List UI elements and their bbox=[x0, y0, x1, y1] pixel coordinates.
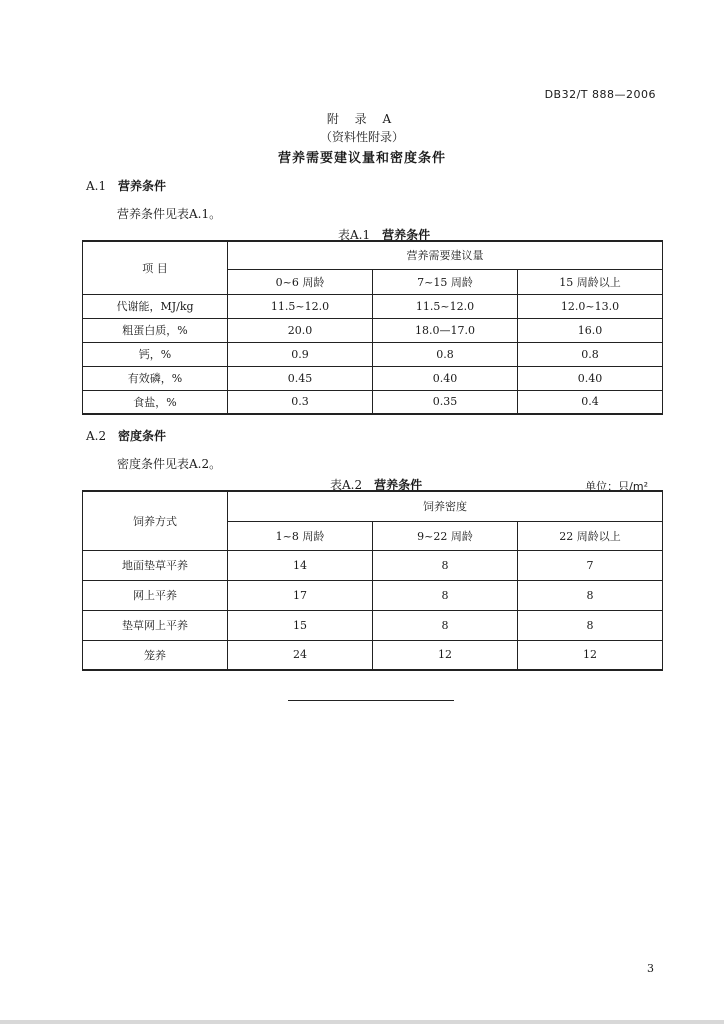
table-cell: 8 bbox=[518, 580, 663, 610]
table-cell: 0.8 bbox=[518, 342, 663, 366]
table-cell: 8 bbox=[518, 610, 663, 640]
table-a1-row-label: 有效磷，% bbox=[83, 366, 228, 390]
table-a2 bbox=[82, 490, 663, 671]
section-a2-intro: 密度条件见表A.2。 bbox=[117, 457, 222, 471]
table-cell: 18.0—17.0 bbox=[373, 318, 518, 342]
table-a1-caption-number: 表A.1 bbox=[338, 228, 371, 242]
table-cell: 0.9 bbox=[228, 342, 373, 366]
appendix-heading: 营养需要建议量和密度条件 bbox=[277, 151, 446, 166]
table-a2-unit: 单位：只/m² bbox=[585, 480, 648, 493]
end-divider bbox=[288, 700, 454, 701]
table-a1-header-group: 营养需要建议量 bbox=[228, 241, 663, 269]
table-a1-header-col: 7~15 周龄 bbox=[373, 269, 518, 294]
table-cell: 0.40 bbox=[373, 366, 518, 390]
table-cell: 0.3 bbox=[228, 390, 373, 414]
table-a1 bbox=[82, 240, 663, 415]
scan-edge-divider bbox=[0, 1020, 724, 1024]
section-a1-intro: 营养条件见表A.1。 bbox=[117, 207, 222, 221]
table-a1-header-item: 项 目 bbox=[83, 241, 228, 294]
table-cell: 16.0 bbox=[518, 318, 663, 342]
appendix-subtitle: （资料性附录） bbox=[319, 130, 404, 144]
table-row bbox=[83, 366, 663, 390]
table-row bbox=[83, 550, 663, 580]
table-a2-header-col: 1~8 周龄 bbox=[228, 521, 373, 550]
table-cell: 0.8 bbox=[373, 342, 518, 366]
table-row bbox=[83, 390, 663, 414]
table-a1-header-col: 0~6 周龄 bbox=[228, 269, 373, 294]
table-cell: 24 bbox=[228, 640, 373, 670]
table-cell: 8 bbox=[373, 610, 518, 640]
table-a2-row-label: 网上平养 bbox=[83, 580, 228, 610]
document-code: DB32/T 888—2006 bbox=[544, 88, 656, 101]
section-a2-heading bbox=[86, 427, 166, 444]
table-cell: 20.0 bbox=[228, 318, 373, 342]
section-a1-title: 营养条件 bbox=[118, 179, 167, 193]
section-a1-heading bbox=[86, 177, 166, 194]
table-a1-row-label: 粗蛋白质，% bbox=[83, 318, 228, 342]
table-cell: 0.45 bbox=[228, 366, 373, 390]
table-cell: 15 bbox=[228, 610, 373, 640]
table-cell: 7 bbox=[518, 550, 663, 580]
table-cell: 12 bbox=[518, 640, 663, 670]
table-a2-row-label: 地面垫草平养 bbox=[83, 550, 228, 580]
table-a1-row-label: 代谢能，MJ/kg bbox=[83, 294, 228, 318]
table-a1-caption-title: 营养条件 bbox=[382, 228, 431, 242]
table-a2-header-item: 饲养方式 bbox=[83, 491, 228, 550]
table-row bbox=[83, 318, 663, 342]
table-cell: 17 bbox=[228, 580, 373, 610]
table-a2-header-col: 22 周龄以上 bbox=[518, 521, 663, 550]
table-a2-caption-title: 营养条件 bbox=[374, 478, 423, 492]
section-a2-number: A.2 bbox=[86, 429, 107, 443]
section-a1-number: A.1 bbox=[86, 179, 107, 193]
table-row bbox=[83, 640, 663, 670]
appendix-title: 附 录 A bbox=[326, 112, 398, 126]
table-a2-caption-number: 表A.2 bbox=[330, 478, 363, 492]
table-row bbox=[83, 610, 663, 640]
table-cell: 11.5~12.0 bbox=[373, 294, 518, 318]
table-cell: 14 bbox=[228, 550, 373, 580]
table-cell: 8 bbox=[373, 550, 518, 580]
table-a1-header-col: 15 周龄以上 bbox=[518, 269, 663, 294]
section-a2-title: 密度条件 bbox=[118, 429, 167, 443]
table-a1-row-label: 钙，% bbox=[83, 342, 228, 366]
table-a2-row-label: 垫草网上平养 bbox=[83, 610, 228, 640]
table-row bbox=[83, 580, 663, 610]
table-cell: 0.40 bbox=[518, 366, 663, 390]
page-number: 3 bbox=[647, 962, 654, 975]
table-a1-row-label: 食盐，% bbox=[83, 390, 228, 414]
table-row bbox=[83, 342, 663, 366]
table-a2-header-group: 饲养密度 bbox=[228, 491, 663, 521]
table-cell: 8 bbox=[373, 580, 518, 610]
table-cell: 11.5~12.0 bbox=[228, 294, 373, 318]
table-a2-row-label: 笼养 bbox=[83, 640, 228, 670]
table-cell: 0.35 bbox=[373, 390, 518, 414]
table-a2-header-col: 9~22 周龄 bbox=[373, 521, 518, 550]
table-cell: 0.4 bbox=[518, 390, 663, 414]
table-cell: 12 bbox=[373, 640, 518, 670]
table-cell: 12.0~13.0 bbox=[518, 294, 663, 318]
table-row bbox=[83, 294, 663, 318]
